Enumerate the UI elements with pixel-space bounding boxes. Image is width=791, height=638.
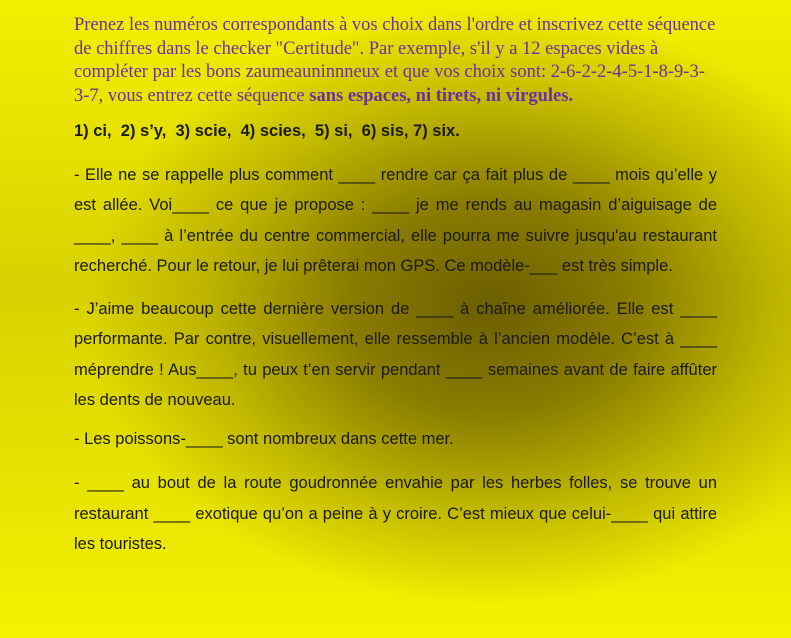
- exercise-paragraph-2: - J’aime beaucoup cette dernière version de ____ à chaîne améliorée. Elle est ____ performante. Par contre, visuellement, elle ressemble à l’ancien modèle. C’est à ____ méprendre ! Aus____, tu peux t’en servir pendant ____ semaines avant de faire affûter les dents de nouveau.: [74, 300, 717, 410]
- exercise-paragraph-1: - Elle ne se rappelle plus comment ____ rendre car ça fait plus de ____ mois qu’elle y est allée. Voi____ ce que je propose : ____ je me rends au magasin d’aiguisage de ____, ____ à l’entrée du centre commercial, elle pourra me suivre jusqu'au restaurant recherché. Pour le retour, je lui prêterai mon GPS. Ce modèle-___ est très simple.: [74, 166, 717, 275]
- exercise-paragraph-4: - ____ au bout de la route goudronnée envahie par les herbes folles, se trouve un restaurant ____ exotique qu’on a peine à y croire. C’est mieux que celui-____ qui attire les touristes.: [74, 474, 717, 553]
- instructions-emphasis: sans espaces, ni tirets, ni virgules.: [309, 85, 574, 106]
- instructions-text: Prenez les numéros correspondants à vos choix dans l'ordre et inscrivez cette séquence de chiffres dans le checker "Certitude". Par exemple, s'il y a 12 espaces vides à compléter par les bons zaumeauninnneux et que vos choix sont: 2-6-2-2-4-5-1-8-9-3-3-7, vous entrez cette séquence: [74, 15, 716, 106]
- instructions: [74, 14, 717, 108]
- exercise-paragraph-3: - Les poissons-____ sont nombreux dans cette mer.: [74, 430, 454, 449]
- choices-list: 1) ci, 2) s’y, 3) scie, 4) scies, 5) si, 6) sis, 7) six.: [74, 122, 460, 140]
- exercise-document: [74, 14, 717, 572]
